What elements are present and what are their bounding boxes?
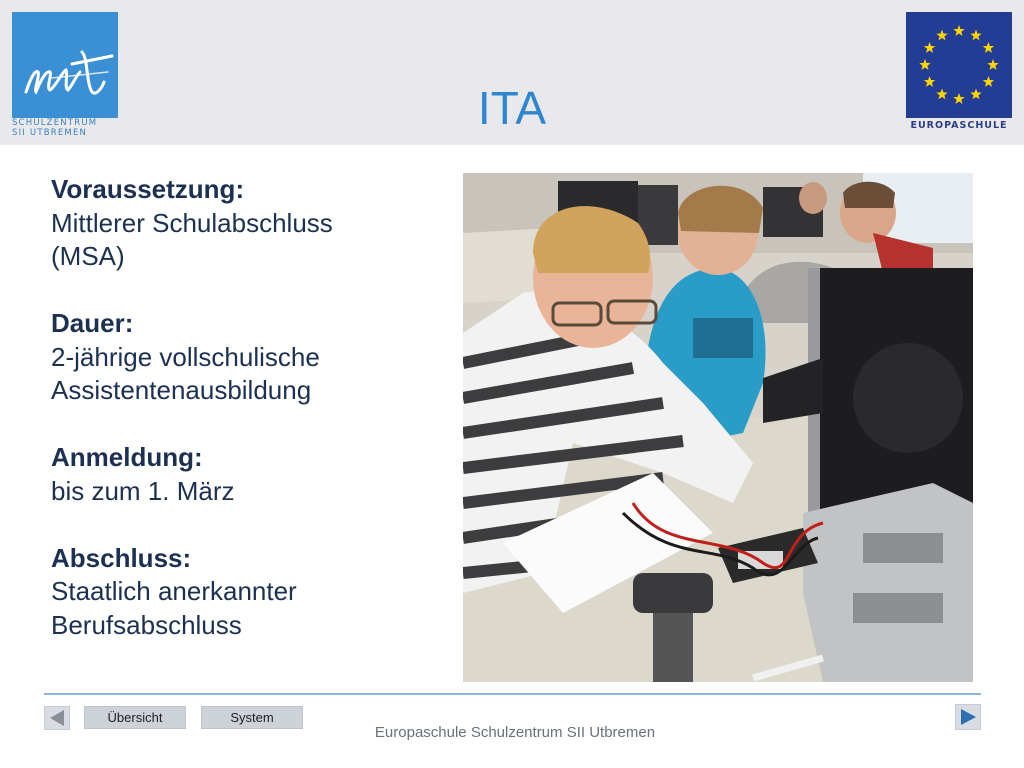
eu-star-icon bbox=[919, 59, 930, 70]
section-line: Mittlerer Schulabschluss bbox=[51, 207, 333, 238]
section-line: (MSA) bbox=[51, 241, 125, 271]
slide-content bbox=[51, 173, 441, 676]
system-button[interactable]: System bbox=[201, 706, 303, 729]
school-logo bbox=[12, 12, 118, 138]
school-logo-line2: SII UTBREMEN bbox=[12, 128, 88, 138]
eu-star-icon bbox=[983, 42, 994, 53]
section-duration bbox=[51, 307, 441, 408]
section-degree bbox=[51, 542, 441, 643]
section-heading: Voraussetzung: bbox=[51, 174, 245, 204]
next-slide-button[interactable] bbox=[955, 704, 981, 730]
eu-logo-label: EUROPASCHULE bbox=[910, 120, 1008, 131]
footer-divider bbox=[44, 693, 981, 695]
eu-star-icon bbox=[924, 42, 935, 53]
section-line: Staatlich anerkannter bbox=[51, 576, 297, 606]
eu-logo bbox=[906, 12, 1012, 134]
slide-title: ITA bbox=[477, 82, 547, 134]
eu-star-icon bbox=[983, 76, 994, 87]
section-line: bis zum 1. März bbox=[51, 475, 235, 506]
eu-star-icon bbox=[987, 59, 998, 70]
eu-flag-icon bbox=[906, 12, 1012, 118]
school-logo-mark bbox=[12, 12, 118, 118]
section-heading: Abschluss: bbox=[51, 542, 192, 573]
section-registration bbox=[51, 441, 441, 508]
previous-slide-button[interactable] bbox=[44, 706, 70, 730]
students-electronics-lab-image bbox=[463, 173, 973, 682]
school-logo-line1: SCHULZENTRUM bbox=[12, 118, 98, 128]
section-heading: Anmeldung: bbox=[51, 442, 203, 472]
section-line: Berufsabschluss bbox=[51, 609, 242, 640]
eu-star-icon bbox=[936, 88, 947, 99]
triangle-right-icon bbox=[956, 705, 980, 729]
ut-monogram-icon bbox=[12, 12, 118, 118]
footer-school-name: Europaschule Schulzentrum SII Utbremen bbox=[374, 724, 656, 741]
eu-star-icon bbox=[953, 25, 964, 36]
eu-star-icon bbox=[953, 93, 964, 104]
eu-star-icon bbox=[924, 76, 935, 87]
eu-star-icon bbox=[970, 30, 981, 41]
section-heading: Dauer: bbox=[51, 308, 134, 338]
eu-star-icon bbox=[970, 88, 981, 99]
overview-button[interactable]: Übersicht bbox=[84, 706, 186, 729]
section-requirement bbox=[51, 173, 441, 274]
section-line: Assistentenausbildung bbox=[51, 375, 312, 405]
slide-header bbox=[0, 0, 1024, 145]
eu-star-icon bbox=[936, 30, 947, 41]
classroom-photo bbox=[463, 173, 973, 682]
section-line: 2-jährige vollschulische bbox=[51, 341, 320, 372]
triangle-left-icon bbox=[45, 707, 69, 729]
